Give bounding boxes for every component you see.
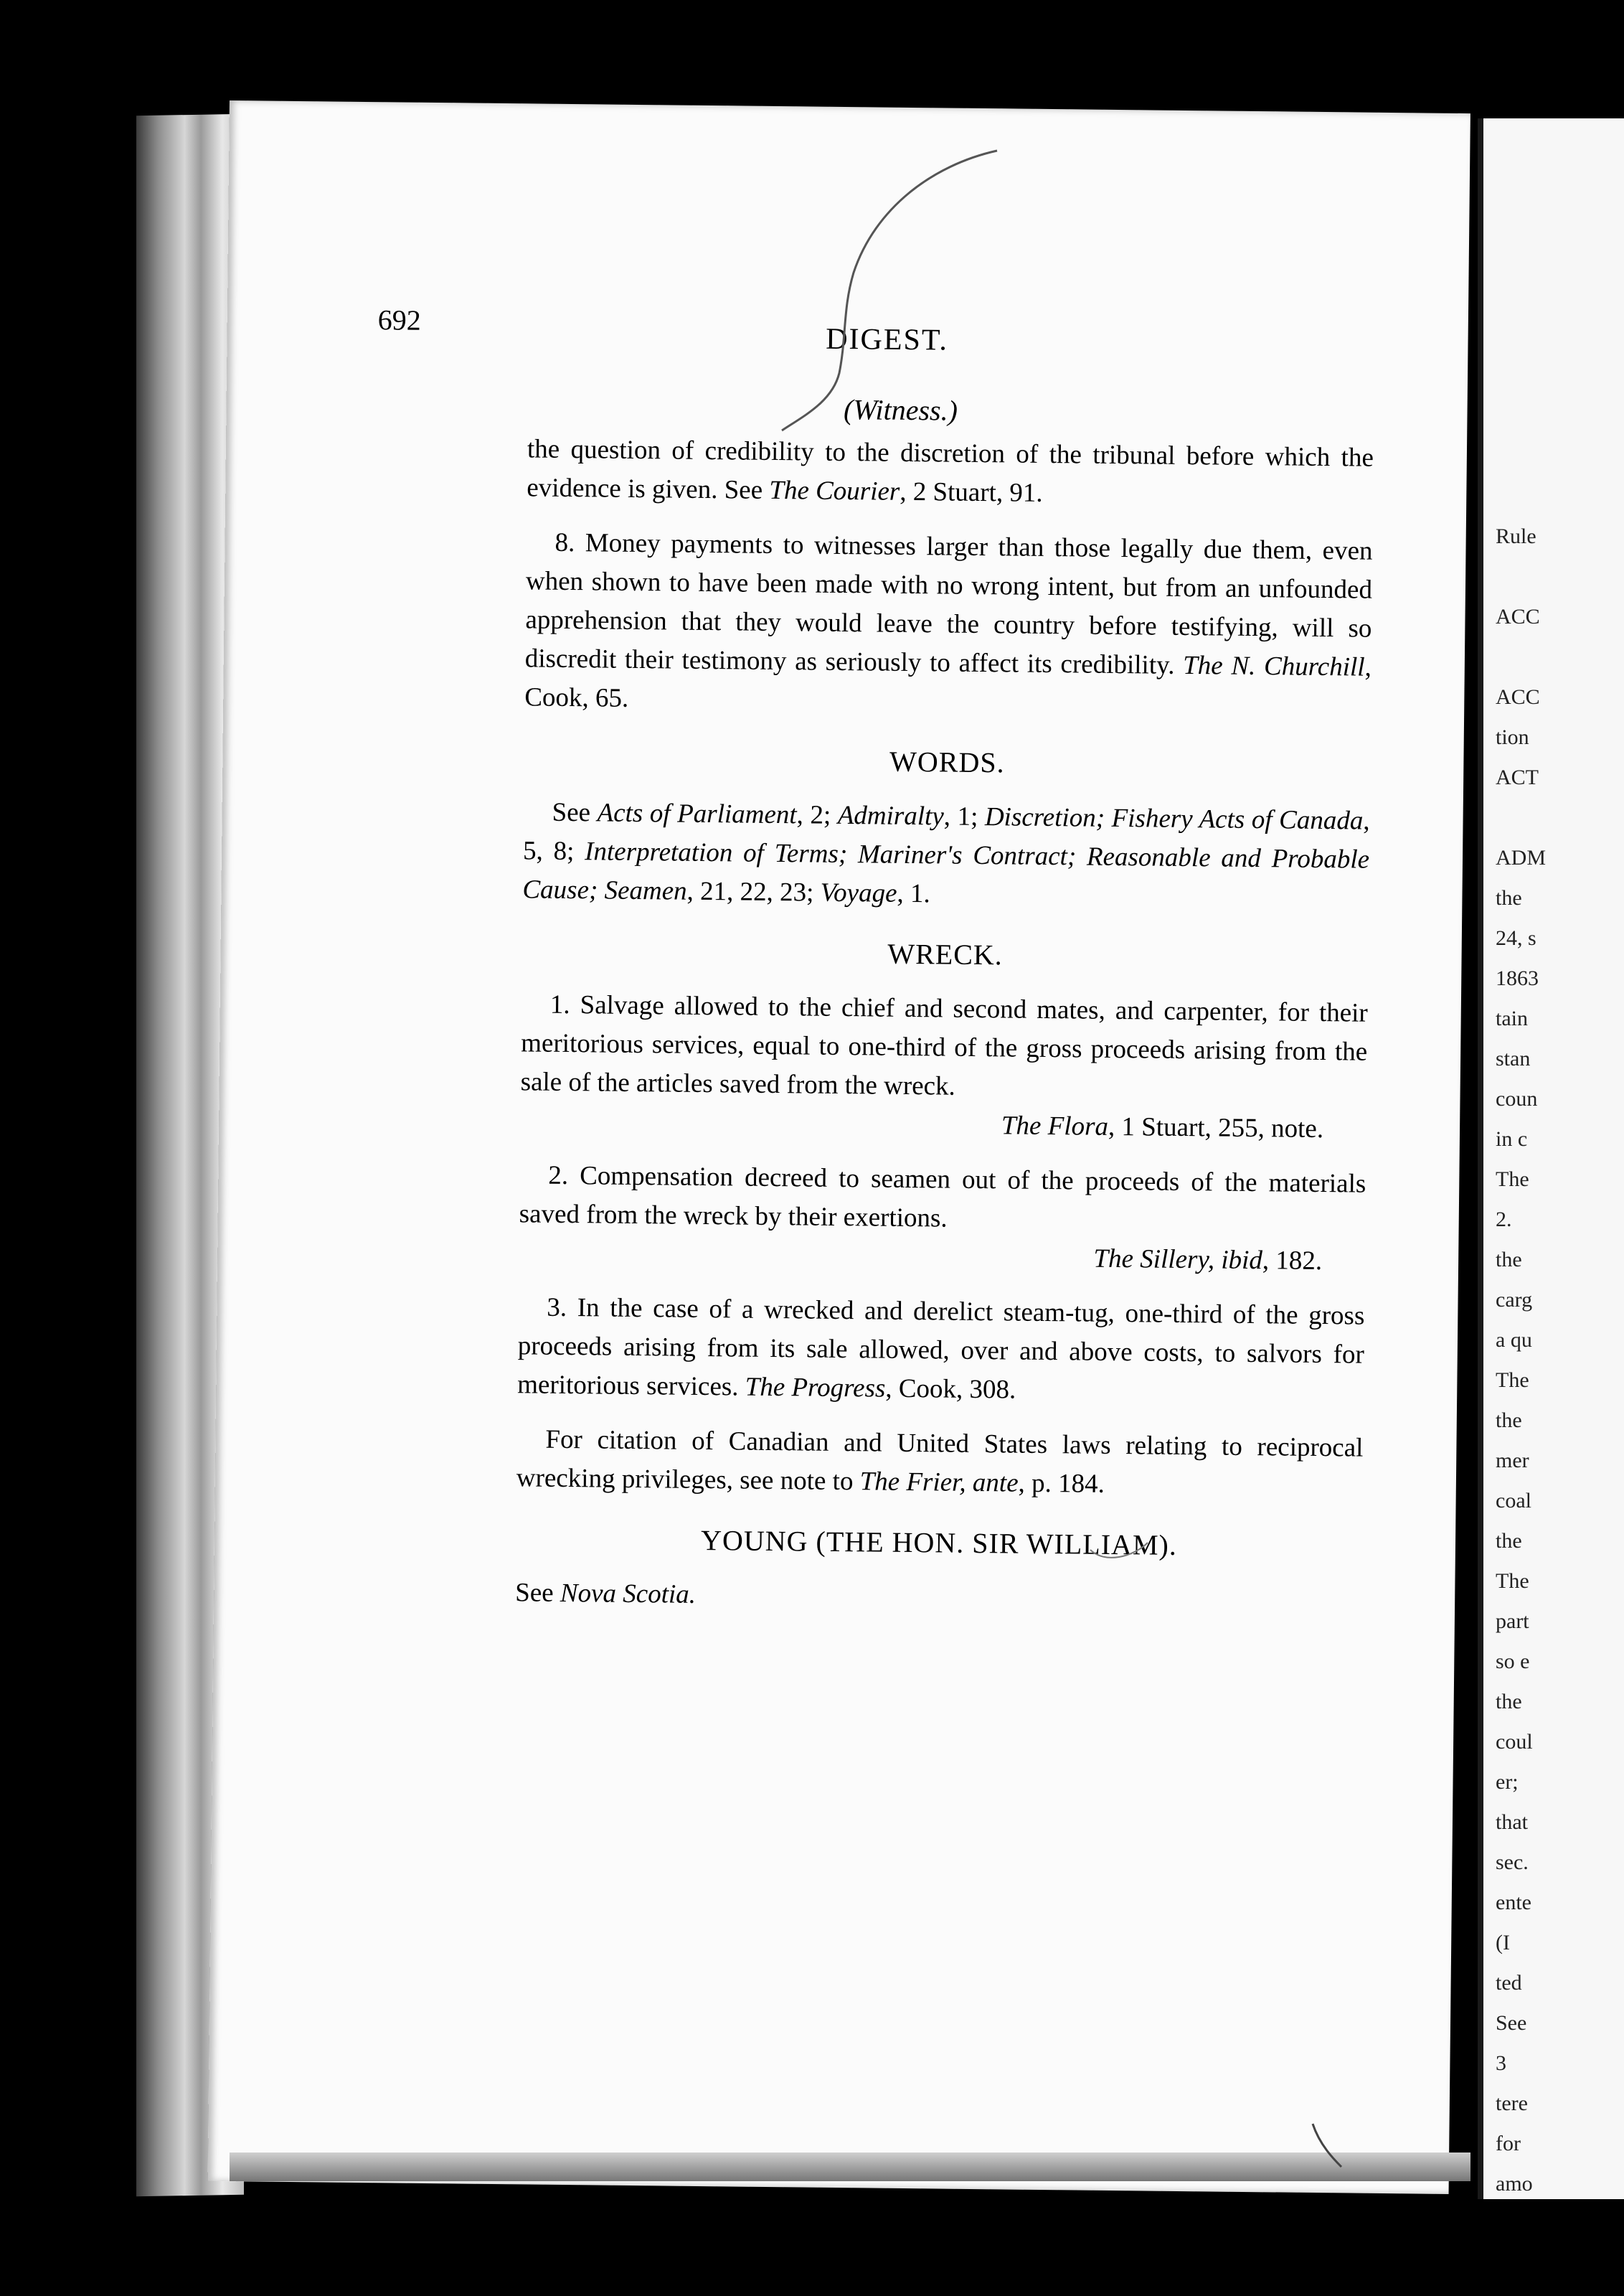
facing-page-line: ACT: [1496, 766, 1539, 789]
facing-page-line: a qu: [1496, 1328, 1532, 1352]
wreck-item-3: 3. In the case of a wrecked and derelict steam-tug, one-third of the gross proceeds arising from its sale allowed, over and above costs, to salvors for meritorious services. The Progress, Cook, 308.: [517, 1292, 1365, 1405]
facing-page-line: the: [1496, 1529, 1522, 1553]
facing-page-line: the: [1496, 1408, 1522, 1432]
facing-page-line: ACC: [1496, 685, 1540, 709]
facing-page-line: part: [1496, 1609, 1529, 1633]
witness-continuation: the question of credibility to the discretion of the tribunal before which the evidence is given. See The Courier, 2 Stuart, 91.: [527, 434, 1374, 508]
facing-page-line: tion: [1496, 725, 1529, 749]
witness-item-8: 8. Money payments to witnesses larger than those legally due them, even when shown to have been made with no wrong intent, but from an unfounded apprehension that they would leave the country before testifying, will so discredit their testimony as seriously to affect its credibility. The N. Churchill, Cook, 65.: [524, 527, 1373, 713]
facing-page-line: ente: [1496, 1891, 1531, 1914]
facing-page-line: the: [1496, 1690, 1522, 1713]
wreck-item-2: 2. Compensation decreed to seamen out of the proceeds of the materials saved from the wreck by their exertions. The Sillery, ibid, 182.: [519, 1156, 1366, 1281]
facing-page-line: coul: [1496, 1730, 1533, 1754]
facing-page-line: ACC: [1496, 605, 1540, 629]
facing-page-line: The: [1496, 1569, 1529, 1593]
facing-page-line: 1863: [1496, 966, 1539, 990]
facing-page-line: amo: [1496, 2172, 1533, 2196]
facing-page-line: [1496, 637, 1596, 677]
facing-page-line: 24, s: [1496, 926, 1536, 950]
facing-page-line: coal: [1496, 1489, 1531, 1512]
facing-page-line: stan: [1496, 1047, 1531, 1071]
facing-page-line: the: [1496, 1248, 1522, 1271]
facing-page-line: coun: [1496, 1087, 1538, 1111]
facing-page-line: ted: [1496, 1971, 1522, 1995]
facing-page-line: that: [1496, 1810, 1528, 1834]
facing-page-line: sec.: [1496, 1850, 1529, 1874]
wreck-item-1-citation: The Flora, 1 Stuart, 255, note.: [1001, 1111, 1324, 1144]
facing-page-line: See: [1496, 2011, 1527, 2035]
facing-page-line: tere: [1496, 2092, 1528, 2115]
page-body: [515, 430, 1374, 1637]
facing-page-line: [1496, 798, 1596, 838]
running-head: DIGEST.: [825, 322, 949, 357]
facing-page-line: [1496, 557, 1596, 597]
facing-page-line: the: [1496, 886, 1522, 910]
page-number: 692: [377, 304, 422, 337]
facing-page-line: 2.: [1496, 1208, 1512, 1231]
facing-page-line: Rule: [1496, 524, 1536, 548]
facing-page-line: (I: [1496, 1931, 1510, 1954]
facing-page-line: mer: [1496, 1449, 1529, 1472]
facing-page-line: ADM: [1496, 846, 1547, 870]
wreck-citation-note: For citation of Canadian and United States laws relating to reciprocal wrecking privileges, see note to The Frier, ante, p. 184.: [516, 1424, 1364, 1499]
book-page: [208, 100, 1470, 2194]
facing-page-line: for: [1496, 2132, 1521, 2155]
words-heading: WORDS.: [889, 745, 1005, 779]
facing-page-text: [1496, 517, 1596, 2204]
young-reference: See Nova Scotia.: [515, 1578, 697, 1609]
wreck-item-2-citation: The Sillery, ibid, 182.: [1093, 1243, 1323, 1276]
book-bottom-edge: [230, 2152, 1470, 2181]
facing-page-line: 3: [1496, 2051, 1506, 2075]
wreck-item-1: 1. Salvage allowed to the chief and second mates, and carpenter, for their meritorious services, equal to one-third of the gross proceeds arising from the sale of the articles saved from the wreck. The Flora, 1 Stuart, 255, note.: [520, 985, 1368, 1149]
young-heading: YOUNG (THE HON. SIR WILLIAM).: [700, 1523, 1178, 1561]
section-subhead: (Witness.): [843, 392, 958, 427]
facing-page-line: The: [1496, 1368, 1529, 1392]
facing-page-line: carg: [1496, 1288, 1533, 1312]
wreck-heading: WRECK.: [887, 937, 1004, 971]
facing-page-line: so e: [1496, 1650, 1530, 1673]
words-references: See Acts of Parliament, 2; Admiralty, 1; Discretion; Fishery Acts of Canada, 5, 8; Interpretation of Terms; Mariner's Contract; Reasonable and Probable Cause; Seamen, 21, 22, 23; Voyage, 1.: [522, 797, 1370, 909]
facing-page-line: er;: [1496, 1770, 1519, 1794]
facing-page-line: The: [1496, 1167, 1529, 1191]
facing-page-line: tain: [1496, 1007, 1528, 1030]
facing-page-line: in c: [1496, 1127, 1528, 1151]
